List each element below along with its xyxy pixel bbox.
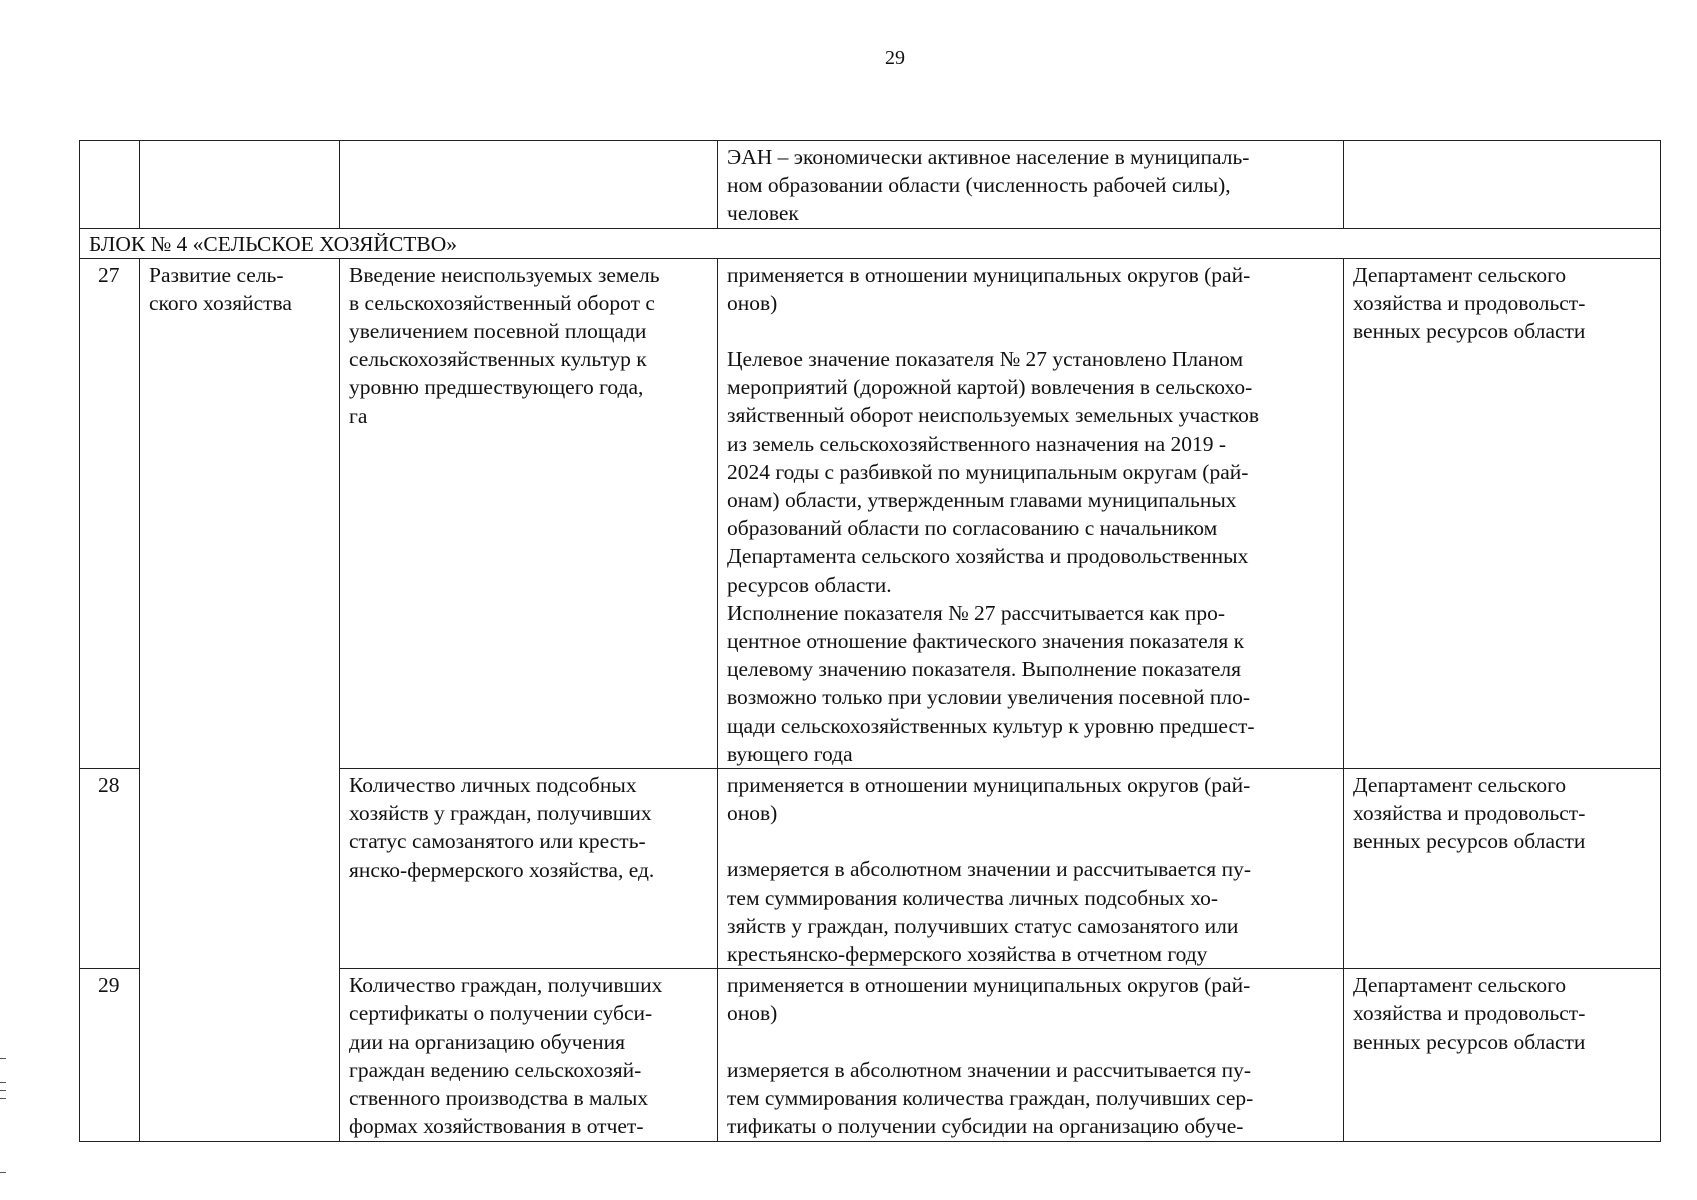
text-line: статус самозанятого или кресть-	[349, 829, 646, 854]
text-line: применяется в отношении муниципальных округов (рай-	[727, 262, 1251, 287]
text-line: Департамент сельского	[1353, 773, 1567, 798]
text-line: онов)	[727, 801, 778, 826]
description-cell	[718, 258, 1344, 768]
text-line: Количество граждан, получивших	[349, 973, 663, 998]
margin-mark	[0, 1090, 6, 1091]
indicator-cell	[340, 258, 718, 768]
num-cell	[80, 141, 140, 229]
text-line: Департамент сельского	[1353, 262, 1567, 287]
paragraph-gap	[727, 1028, 1337, 1056]
indicator-cell	[340, 141, 718, 229]
text-line: центное отношение фактического значения показателя к	[727, 629, 1245, 654]
margin-mark	[0, 1058, 6, 1059]
text-line: увеличением посевной площади	[349, 319, 647, 344]
responsible-cell	[1344, 969, 1661, 1141]
text-line: га	[349, 403, 368, 428]
text-line: венных ресурсов области	[1353, 319, 1586, 344]
text-line: применяется в отношении муниципальных округов (рай-	[727, 973, 1251, 998]
page-number: 29	[885, 47, 905, 69]
text-line: онов)	[727, 290, 778, 315]
text-line: зяйств у граждан, получивших статус самозанятого или	[727, 913, 1239, 938]
margin-mark	[0, 1172, 6, 1173]
text-line: целевому значению показателя. Выполнение показателя	[727, 657, 1242, 682]
description-cell	[718, 141, 1344, 229]
responsible-cell	[1344, 141, 1661, 229]
row-number: 27	[80, 258, 140, 768]
text-line: в сельскохозяйственный оборот с	[349, 290, 655, 315]
text-line: ном образовании области (численность рабочей силы),	[727, 173, 1231, 198]
text-line: граждан ведению сельскохозяй-	[349, 1057, 642, 1082]
text-line: онов)	[727, 1001, 778, 1026]
paragraph-gap	[727, 317, 1337, 345]
text-line: ресурсов области.	[727, 572, 892, 597]
text-line: человек	[727, 201, 799, 226]
indicators-table	[79, 140, 1661, 1142]
text-line: образований области по согласованию с начальником	[727, 516, 1218, 541]
text-line: хозяйства и продовольст-	[1353, 290, 1586, 315]
text-line: Департамента сельского хозяйства и продовольственных	[727, 544, 1249, 569]
area-cell	[140, 141, 340, 229]
text-line: вующего года	[727, 741, 853, 766]
text-line: венных ресурсов области	[1353, 829, 1586, 854]
responsible-cell	[1344, 769, 1661, 969]
text-line: крестьянско-фермерского хозяйства в отчетном году	[727, 942, 1208, 967]
text-line: применяется в отношении муниципальных округов (рай-	[727, 773, 1251, 798]
text-line: Количество личных подсобных	[349, 773, 637, 798]
text-line: зяйственный оборот неиспользуемых земельных участков	[727, 403, 1260, 428]
description-cell	[718, 969, 1344, 1141]
responsible-cell	[1344, 258, 1661, 768]
text-line: онам) области, утвержденным главами муниципальных	[727, 488, 1237, 513]
text-line: щади сельскохозяйственных культур к уровню предшест-	[727, 713, 1255, 738]
text-line: уровню предшествующего года,	[349, 375, 644, 400]
text-line: тем суммирования количества граждан, получивших сер-	[727, 1085, 1254, 1110]
text-line: Введение неиспользуемых земель	[349, 262, 660, 287]
indicator-cell	[340, 769, 718, 969]
text-line: ственного производства в малых	[349, 1086, 649, 1111]
area-cell	[140, 258, 340, 1141]
text-line: дии на организацию обучения	[349, 1029, 625, 1054]
text-line: сертификаты о получении субси-	[349, 1001, 653, 1026]
text-line: мероприятий (дорожной картой) вовлечения в сельскохо-	[727, 375, 1253, 400]
text-line: из земель сельскохозяйственного назначения на 2019 -	[727, 431, 1227, 456]
text-line: тификаты о получении субсидии на организацию обуче-	[727, 1114, 1244, 1139]
margin-mark	[0, 1082, 6, 1083]
text-line: формах хозяйствования в отчет-	[349, 1114, 644, 1139]
text-line: возможно только при условии увеличения посевной пло-	[727, 685, 1251, 710]
table-row	[80, 141, 1661, 229]
row-number: 29	[80, 969, 140, 1141]
row-number: 28	[80, 769, 140, 969]
text-line: Исполнение показателя № 27 рассчитывается как про-	[727, 600, 1226, 625]
description-cell	[718, 769, 1344, 969]
text-line: янско-фермерского хозяйства, ед.	[349, 857, 655, 882]
margin-mark	[0, 1098, 6, 1099]
block-header-row	[80, 228, 1661, 258]
text-line: хозяйства и продовольст-	[1353, 1001, 1586, 1026]
text-line: Департамент сельского	[1353, 973, 1567, 998]
table-row	[80, 258, 1661, 768]
text-line: Развитие сель-	[149, 262, 284, 287]
text-line: Целевое значение показателя № 27 установлено Планом	[727, 347, 1244, 372]
text-line: хозяйств у граждан, получивших	[349, 801, 652, 826]
paragraph-gap	[727, 827, 1337, 855]
text-line: хозяйства и продовольст-	[1353, 801, 1586, 826]
text-line: ского хозяйства	[149, 290, 292, 315]
text-line: ЭАН – экономически активное население в муниципаль-	[727, 145, 1250, 169]
text-line: измеряется в абсолютном значении и рассчитывается пу-	[727, 857, 1251, 882]
indicator-cell	[340, 969, 718, 1141]
text-line: измеряется в абсолютном значении и рассчитывается пу-	[727, 1057, 1251, 1082]
text-line: тем суммирования количества личных подсобных хо-	[727, 885, 1219, 910]
block-header: БЛОК № 4 «СЕЛЬСКОЕ ХОЗЯЙСТВО»	[80, 228, 1661, 258]
text-line: 2024 годы с разбивкой по муниципальным округам (рай-	[727, 459, 1249, 484]
text-line: венных ресурсов области	[1353, 1029, 1586, 1054]
text-line: сельскохозяйственных культур к	[349, 347, 647, 372]
